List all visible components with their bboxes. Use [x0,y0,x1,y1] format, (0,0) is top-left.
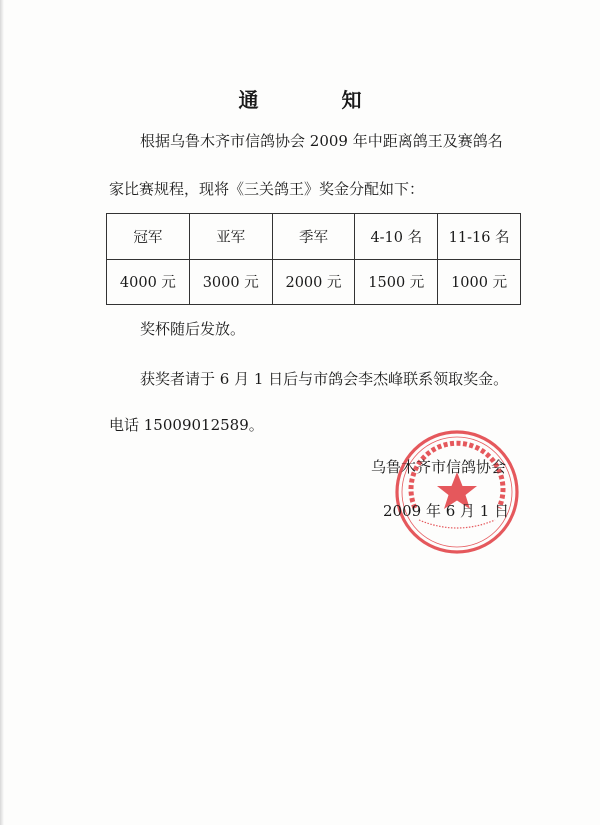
amount-cell-11-16: 1000 元 [438,259,521,305]
scan-edge [0,0,4,825]
prize-header-row [107,214,521,260]
amount-cell-third: 2000 元 [272,259,355,305]
intro-line-2: 家比赛规程，现将《三关鸽王》奖金分配如下： [109,180,425,198]
claim-note: 获奖者请于 6 月 1 日后与市鸽会李杰峰联系领取奖金。 [140,370,509,388]
intro-line-1: 根据乌鲁木齐市信鸽协会 2009 年中距离鸽王及赛鸽名 [140,132,503,150]
amount-cell-second: 3000 元 [189,259,272,305]
prize-table [106,213,521,305]
amount-cell-first: 4000 元 [107,259,190,305]
header-cell-4-10: 4-10 名 [355,214,438,260]
amount-cell-4-10: 1500 元 [355,259,438,305]
trophy-note: 奖杯随后发放。 [140,320,246,338]
seal-bottom-text [419,520,495,528]
prize-amount-row [107,259,521,305]
phone-line: 电话 15009012589。 [109,416,264,434]
notice-title: 通 知 [238,88,400,112]
signature-organization: 乌鲁木齐市信鸽协会 [371,458,507,476]
header-cell-first: 冠军 [107,214,190,260]
header-cell-third: 季军 [272,214,355,260]
signature-date: 2009 年 6 月 1 日 [383,502,510,520]
header-cell-11-16: 11-16 名 [438,214,521,260]
header-cell-second: 亚军 [189,214,272,260]
official-seal-icon [393,428,521,556]
